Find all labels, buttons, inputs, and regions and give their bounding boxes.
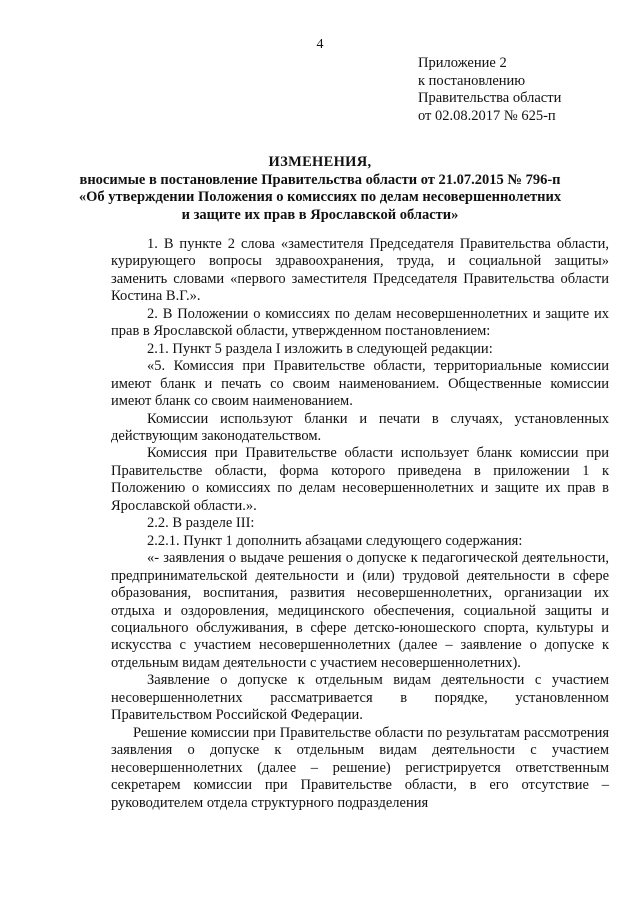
paragraph: Комиссия при Правительстве области использует бланк комиссии при Правительстве области, форма которого приведена в приложении 1 к Положению о комиссиях по делам несовершеннолетних и защите их прав в Ярославской области.». <box>111 445 609 514</box>
heading-line: вносимые в постановление Правительства области от 21.07.2015 № 796-п <box>79 171 561 188</box>
paragraph: 1. В пункте 2 слова «заместителя Председателя Правительства области, курирующего вопросы здравоохранения, труда, и социальной защиты» заменить словами «первого заместителя Председателя Правительства области Костина В.Г.». <box>111 236 609 305</box>
appendix-line: от 02.08.2017 № 625-п <box>418 107 556 124</box>
paragraph: 2. В Положении о комиссиях по делам несовершеннолетних и защите их прав в Ярославской области, утвержденном постановлением: <box>111 305 609 340</box>
appendix-line: к постановлению <box>418 72 526 89</box>
document-title: ИЗМЕНЕНИЯ, <box>268 154 372 170</box>
paragraph: Решение комиссии при Правительстве области по результатам рассмотрения заявления о допуске к отдельным видам деятельности с участием несовершеннолетних (далее – решение) регистрируется ответственным секретарем комиссии при Правительстве области, в его отсутствие – руководителем отдела структурного подразделения <box>111 724 609 811</box>
appendix-line: Правительства области <box>418 90 562 106</box>
paragraph: 2.2.1. Пункт 1 дополнить абзацами следующего содержания: <box>147 532 523 549</box>
document-body <box>111 236 609 812</box>
paragraph: Заявление о допуске к отдельным видам деятельности с участием несовершеннолетних рассматривается в порядке, установленном Правительством Российской Федерации. <box>111 672 609 724</box>
paragraph: 2.2. В разделе III: <box>147 515 255 532</box>
heading-line: и защите их прав в Ярославской области» <box>181 206 459 223</box>
paragraph: 2.1. Пункт 5 раздела I изложить в следующей редакции: <box>147 340 493 357</box>
paragraph: «- заявления о выдаче решения о допуске к педагогической деятельности, предпринимательской деятельности и (или) трудовой деятельности в сфере образования, воспитания, развития несовершеннолетних, организации их отдыха и оздоровления, медицинского обеспечения, социальной защиты и социального обслуживания, в сфере детско-юношеского спорта, культуры и искусства с участием несовершеннолетних (далее – заявление о допуске к отдельным видам деятельности с участием несовершеннолетних). <box>111 550 609 671</box>
appendix-block <box>418 55 561 125</box>
appendix-line: Приложение 2 <box>418 55 507 71</box>
paragraph: Комиссии используют бланки и печати в случаях, установленных действующим законодательством. <box>111 410 609 444</box>
page-number: 4 <box>316 37 324 52</box>
document-heading <box>0 154 640 224</box>
heading-line: «Об утверждении Положения о комиссиях по делам несовершеннолетних <box>78 189 562 205</box>
paragraph: «5. Комиссия при Правительстве области, территориальные комиссии имеют бланк и печать со своим наименованием. Общественные комиссии имеют бланк со своим наименованием. <box>111 358 609 410</box>
